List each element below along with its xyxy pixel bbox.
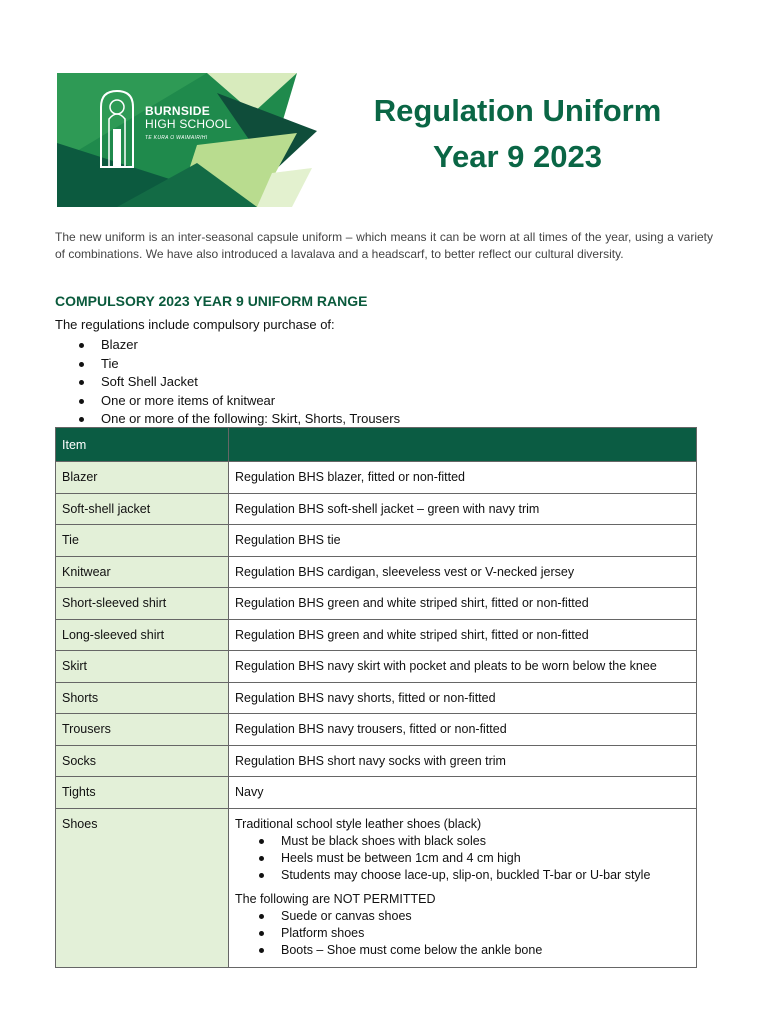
row-item: Long-sleeved shirt [56, 619, 229, 651]
table-row [56, 745, 697, 777]
table-row-shoes [56, 808, 697, 967]
row-description: Regulation BHS soft-shell jacket – green with navy trim [229, 493, 697, 525]
row-item: Blazer [56, 462, 229, 494]
table-row [56, 525, 697, 557]
row-description: Regulation BHS blazer, fitted or non-fitted [229, 462, 697, 494]
list-item: Platform shoes [235, 925, 690, 942]
list-item: Must be black shoes with black soles [235, 833, 690, 850]
table-row [56, 777, 697, 809]
list-item: Tie [55, 355, 400, 374]
shoes-intro: Traditional school style leather shoes (black) [235, 816, 482, 831]
school-logo [57, 73, 317, 207]
list-item: Suede or canvas shoes [235, 908, 690, 925]
table-row [56, 682, 697, 714]
not-permitted-heading: The following are NOT PERMITTED [235, 891, 436, 906]
logo-school-name-line1: BURNSIDE [145, 104, 211, 118]
header-item: Item [56, 428, 229, 462]
row-item: Tie [56, 525, 229, 557]
row-item: Shoes [56, 808, 229, 967]
table-row [56, 714, 697, 746]
row-description: Regulation BHS cardigan, sleeveless vest or V-necked jersey [229, 556, 697, 588]
table-row [56, 462, 697, 494]
school-crest-icon [97, 89, 137, 169]
list-item: One or more of the following: Skirt, Shorts, Trousers [55, 410, 400, 429]
table-row [56, 556, 697, 588]
list-item: One or more items of knitwear [55, 392, 400, 411]
header-description [229, 428, 697, 462]
list-item: Boots – Shoe must come below the ankle bone [235, 942, 690, 959]
row-description: Regulation BHS green and white striped shirt, fitted or non-fitted [229, 588, 697, 620]
row-item: Skirt [56, 651, 229, 683]
list-item: Students may choose lace-up, slip-on, buckled T-bar or U-bar style [235, 867, 690, 884]
row-item: Shorts [56, 682, 229, 714]
list-item: Heels must be between 1cm and 4 cm high [235, 850, 690, 867]
table-row [56, 651, 697, 683]
shoes-rules-list [235, 833, 690, 884]
row-item: Socks [56, 745, 229, 777]
row-item: Knitwear [56, 556, 229, 588]
regulations-intro: The regulations include compulsory purchase of: [55, 317, 335, 332]
row-description: Regulation BHS navy trousers, fitted or non-fitted [229, 714, 697, 746]
row-item: Short-sleeved shirt [56, 588, 229, 620]
intro-paragraph: The new uniform is an inter-seasonal capsule uniform – which means it can be worn at all times of the year, using a variety of combinations. We have also introduced a lavalava and a headscarf, to better reflect our cultural diversity. [55, 230, 713, 261]
page-title [340, 88, 695, 180]
table-header-row [56, 428, 697, 462]
compulsory-items-list [55, 336, 400, 429]
row-description: Regulation BHS navy skirt with pocket and pleats to be worn below the knee [229, 651, 697, 683]
row-description: Regulation BHS navy shorts, fitted or non-fitted [229, 682, 697, 714]
row-item: Trousers [56, 714, 229, 746]
row-description: Regulation BHS tie [229, 525, 697, 557]
row-item: Tights [56, 777, 229, 809]
title-line-1: Regulation Uniform [373, 93, 662, 128]
title-line-2: Year 9 2023 [433, 139, 602, 174]
logo-motto: TE KURA O WAIMAIRIHI [145, 135, 208, 142]
row-description: Navy [229, 777, 697, 809]
list-item: Blazer [55, 336, 400, 355]
table-row [56, 588, 697, 620]
list-item: Soft Shell Jacket [55, 373, 400, 392]
logo-wordmark [145, 105, 231, 142]
row-item: Soft-shell jacket [56, 493, 229, 525]
row-description-shoes [229, 808, 697, 967]
not-permitted-list [235, 908, 690, 959]
section-heading: COMPULSORY 2023 YEAR 9 UNIFORM RANGE [55, 293, 368, 309]
table-row [56, 619, 697, 651]
logo-school-name-line2: HIGH SCHOOL [145, 117, 232, 132]
table-row [56, 493, 697, 525]
row-description: Regulation BHS short navy socks with green trim [229, 745, 697, 777]
row-description: Regulation BHS green and white striped shirt, fitted or non-fitted [229, 619, 697, 651]
uniform-table [55, 427, 697, 968]
